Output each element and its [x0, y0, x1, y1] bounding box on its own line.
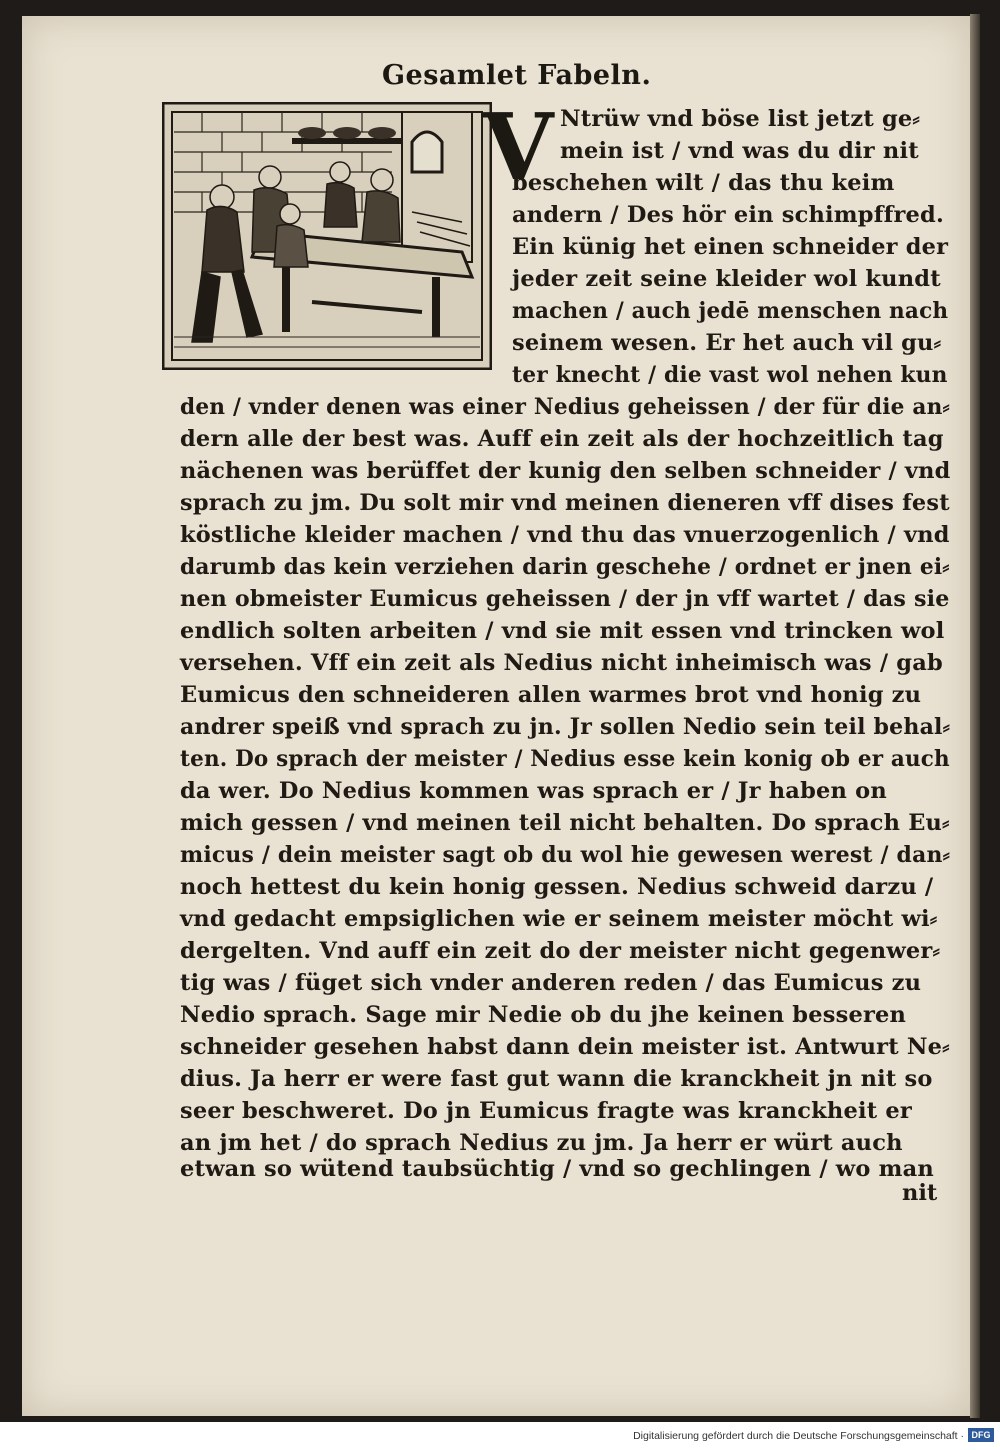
- text-line: ter knecht / die vast wol nehen kun: [512, 362, 948, 388]
- text-line: seinem wesen. Er het auch vil gu⸗: [512, 330, 942, 356]
- text-line: dergelten. Vnd auff ein zeit do der meister nicht gegenwer⸗: [180, 938, 941, 964]
- catchword: nit: [902, 1180, 938, 1206]
- page-edge: [970, 14, 980, 1418]
- text-line: noch hettest du kein honig gessen. Nedius schweid darzu /: [180, 874, 934, 900]
- text-line: endlich solten arbeiten / vnd sie mit essen vnd trincken wol: [180, 618, 945, 644]
- text-line: seer beschweret. Do jn Eumicus fragte was kranckheit er: [180, 1098, 912, 1124]
- footer-bar: [0, 1422, 1000, 1450]
- text-line: etwan so wütend taubsüchtig / vnd so gechlingen / wo man: [180, 1156, 934, 1182]
- text-line: mich gessen / vnd meinen teil nicht behalten. Do sprach Eu⸗: [180, 810, 950, 836]
- text-line: da wer. Do Nedius kommen was sprach er / Jr haben on: [180, 778, 887, 804]
- text-line: Ntrüw vnd böse list jetzt ge⸗: [560, 106, 921, 132]
- running-title: Gesamlet Fabeln.: [382, 60, 652, 91]
- funding-credit: Digitalisierung gefördert durch die Deutsche Forschungsgemeinschaft ·: [633, 1430, 964, 1442]
- text-line: nen obmeister Eumicus geheissen / der jn vff wartet / das sie: [180, 586, 950, 612]
- text-line: vnd gedacht empsiglichen wie er seinem meister möcht wi⸗: [180, 906, 938, 932]
- text-line: tig was / füget sich vnder anderen reden / das Eumicus zu: [180, 970, 922, 996]
- text-line: andrer speiß vnd sprach zu jn. Jr sollen Nedio sein teil behal⸗: [180, 714, 951, 740]
- text-line: schneider gesehen habst dann dein meister ist. Antwurt Ne⸗: [180, 1034, 950, 1060]
- text-line: Eumicus den schneideren allen warmes brot vnd honig zu: [180, 682, 922, 708]
- text-line: den / vnder denen was einer Nedius geheissen / der für die an⸗: [180, 394, 950, 420]
- text-line: dern alle der best was. Auff ein zeit als der hochzeitlich tag: [180, 426, 944, 452]
- text-line: Nedio sprach. Sage mir Nedie ob du jhe keinen besseren: [180, 1002, 907, 1028]
- text-line: versehen. Vff ein zeit als Nedius nicht inheimisch was / gab: [180, 650, 943, 676]
- text-line: nächenen was berüffet der kunig den selben schneider / vnd: [180, 458, 951, 484]
- text-line: an jm het / do sprach Nedius zu jm. Ja herr er würt auch: [180, 1130, 903, 1156]
- text-line: sprach zu jm. Du solt mir vnd meinen dieneren vff dises fest: [180, 490, 950, 516]
- text-line: Ein künig het einen schneider der: [512, 234, 949, 260]
- text-line: köstliche kleider machen / vnd thu das vnuerzogenlich / vnd: [180, 522, 950, 548]
- text-line: darumb das kein verziehen darin geschehe / ordnet er jnen ei⸗: [180, 554, 950, 580]
- woodcut-illustration: [162, 102, 492, 370]
- text-line: beschehen wilt / das thu keim: [512, 170, 895, 196]
- text-line: micus / dein meister sagt ob du wol hie gewesen werest / dan⸗: [180, 842, 951, 868]
- text-line: ten. Do sprach der meister / Nedius esse kein konig ob er auch: [180, 746, 950, 772]
- text-line: jeder zeit seine kleider wol kundt: [512, 266, 941, 292]
- dfg-logo: DFG: [968, 1428, 994, 1442]
- text-line: machen / auch jedē menschen nach: [512, 298, 949, 324]
- text-line: dius. Ja herr er were fast gut wann die kranckheit jn nit so: [180, 1066, 933, 1092]
- text-line: andern / Des hör ein schimpffred.: [512, 202, 945, 228]
- text-line: mein ist / vnd was du dir nit: [560, 138, 919, 164]
- drop-capital: V: [482, 93, 554, 201]
